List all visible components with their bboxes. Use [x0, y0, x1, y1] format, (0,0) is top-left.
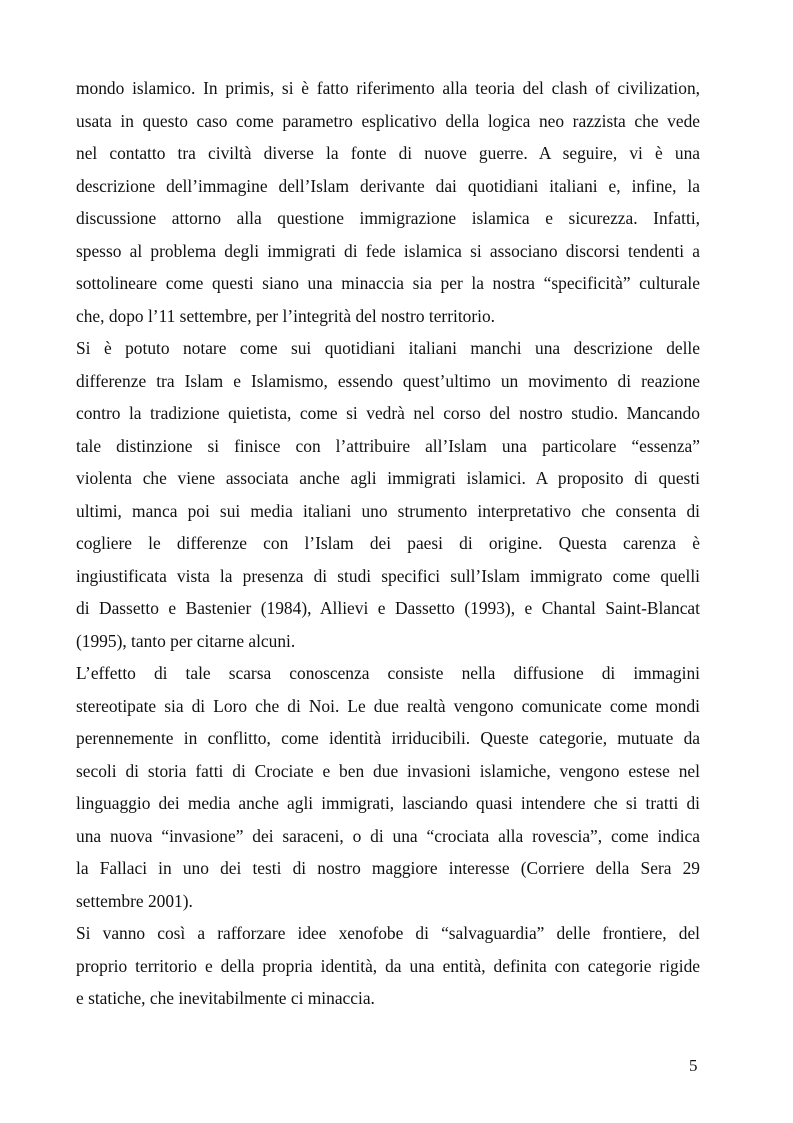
text-line: descrizione dell’immagine dell’Islam derivante dai quotidiani italiani e, infine, la: [76, 175, 700, 196]
text-line: mondo islamico. In primis, si è fatto riferimento alla teoria del clash of civilization,: [76, 78, 700, 98]
text-line: violenta che viene associata anche agli immigrati islamici. A proposito di questi: [76, 468, 700, 488]
text-line: tale distinzione si finisce con l’attribuire all’Islam una particolare “essenza”: [76, 435, 700, 456]
text-line: spesso al problema degli immigrati di fede islamica si associano discorsi tendenti a: [76, 240, 700, 261]
text-line: settembre 2001).: [76, 890, 193, 911]
text-line: differenze tra Islam e Islamismo, essendo quest’ultimo un movimento di reazione: [76, 370, 700, 391]
text-line: di Dassetto e Bastenier (1984), Allievi e Dassetto (1993), e Chantal Saint-Blancat: [76, 598, 700, 618]
text-line: e statiche, che inevitabilmente ci minaccia.: [76, 988, 375, 1008]
paragraph-1: [76, 72, 700, 332]
text-line: nel contatto tra civiltà diverse la fonte di nuove guerre. A seguire, vi è una: [76, 143, 700, 163]
text-line: linguaggio dei media anche agli immigrati, lasciando quasi intendere che si tratti di: [76, 793, 700, 813]
page-number: 5: [689, 1056, 698, 1075]
paragraph-2: [76, 332, 700, 657]
paragraph-3: [76, 657, 700, 917]
text-line: (1995), tanto per citarne alcuni.: [76, 630, 296, 651]
document-body: [76, 72, 700, 1015]
text-line: discussione attorno alla questione immigrazione islamica e sicurezza. Infatti,: [76, 208, 700, 228]
text-line: una nuova “invasione” dei saraceni, o di una “crociata alla rovescia”, come indica: [76, 825, 700, 846]
text-line: secoli di storia fatti di Crociate e ben due invasioni islamiche, vengono estese nel: [76, 760, 700, 781]
text-line: proprio territorio e della propria identità, da una entità, definita con categorie rigide: [76, 955, 700, 976]
text-line: cogliere le differenze con l’Islam dei paesi di origine. Questa carenza è: [76, 533, 700, 553]
text-line: ultimi, manca poi sui media italiani uno strumento interpretativo che consenta di: [76, 500, 700, 521]
text-line: Si è potuto notare come sui quotidiani italiani manchi una descrizione delle: [76, 338, 700, 358]
text-line: Si vanno così a rafforzare idee xenofobe di “salvaguardia” delle frontiere, del: [76, 923, 700, 943]
text-line: sottolineare come questi siano una minaccia sia per la nostra “specificità” culturale: [76, 273, 700, 293]
text-line: che, dopo l’11 settembre, per l’integrità del nostro territorio.: [76, 305, 496, 326]
text-line: L’effetto di tale scarsa conoscenza consiste nella diffusione di immagini: [76, 663, 700, 683]
text-line: contro la tradizione quietista, come si vedrà nel corso del nostro studio. Mancando: [76, 403, 700, 423]
text-line: stereotipate sia di Loro che di Noi. Le due realtà vengono comunicate come mondi: [76, 695, 700, 716]
text-line: usata in questo caso come parametro esplicativo della logica neo razzista che vede: [76, 110, 700, 131]
text-line: perennemente in conflitto, come identità irriducibili. Queste categorie, mutuate da: [76, 728, 700, 748]
text-line: la Fallaci in uno dei testi di nostro maggiore interesse (Corriere della Sera 29: [76, 858, 700, 878]
text-line: ingiustificata vista la presenza di studi specifici sull’Islam immigrato come quelli: [76, 565, 700, 586]
paragraph-4: [76, 917, 700, 1015]
